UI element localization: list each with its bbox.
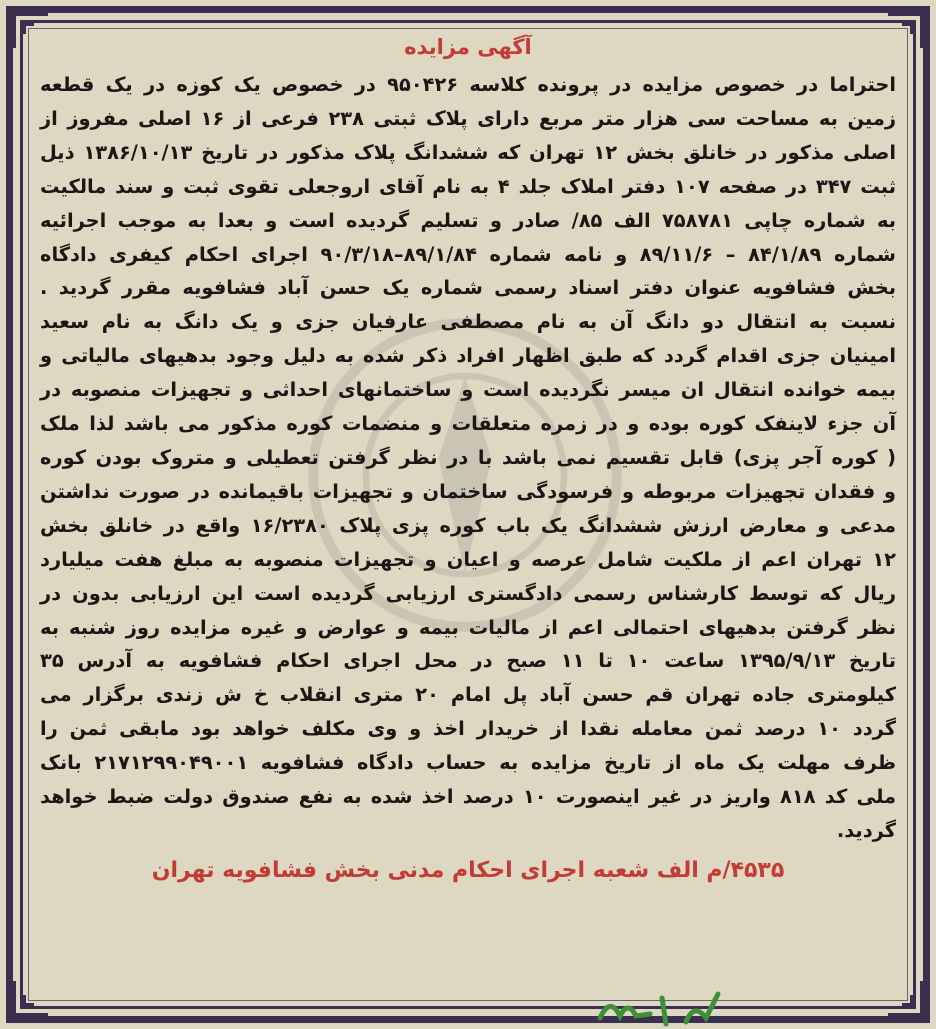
handwritten-number-mark (590, 988, 740, 1028)
notice-footer-signature: ۴۵۳۵/م الف شعبه اجرای احکام مدنی بخش فشافویه تهران (151, 857, 785, 883)
notice-body: احتراما در خصوص مزایده در پرونده کلاسه ۹۵۰۴۲۶ در خصوص یک کوزه در یک قطعه زمین به مساحت سی هزار متر مربع دارای پلاک ثبتی ۲۳۸ فرعی از ۱۶ اصلی مفروز از اصلی مذکور در خانلق بخش ۱۲ تهران که ششدانگ پلاک مذکور در تاریخ ۱۳۸۶/۱۰/۱۳ ذیل ثبت ۳۴۷ در صفحه ۱۰۷ دفتر املاک جلد ۴ به نام آقای اروجعلی تقوی ثبت و سند مالکیت به شماره چاپی ۷۵۸۷۸۱ الف ۸۵/ صادر و تسلیم گردیده است و بعدا به موجب اجرائیه شماره ۸۴/۱/۸۹ – ۸۹/۱۱/۶ و نامه شماره ۸۹/۱/۸۴–۹۰/۳/۱۸ اجرای احکام کیفری دادگاه بخش فشافویه عنوان دفتر اسناد رسمی شماره یک حسن آباد فشافویه مقرر گردید . نسبت به انتقال دو دانگ آن به نام مصطفی عارفیان جزی و یک دانگ به نام سعید امینیان جزی اقدام گردد که طبق اظهار افراد ذکر شده به دلیل وجود بدهیهای مالیاتی و بیمه خوانده انتقال ان میسر نگردیده است و ساختمانهای احداثی و تجهیزات منصوبه در آن جزء لاینفک کوره بوده و در زمره متعلقات و منضمات کوره مذکور می باشد لذا ملک ( کوره آجر پزی) قابل تقسیم نمی باشد با در نظر گرفتن تعطیلی و متروک بودن کوره و فقدان تجهیزات مربوطه و فرسودگی ساختمان و تجهیزات باقیمانده در صورت نداشتن مدعی و معارض ارزش ششدانگ یک باب کوره پزی پلاک ۱۶/۲۳۸۰ واقع در خانلق بخش ۱۲ تهران اعم از ملکیت شامل عرصه و اعیان و تجهیزات منصوبه به مبلغ هفت میلیارد ریال که توسط کارشناس رسمی دادگستری ارزیابی گردیده است این ارزیابی بدون در نظر گرفتن بدهیهای احتمالی اعم از مالیات بیمه و عوارض و غیره مزایده روز شنبه به تاریخ ۱۳۹۵/۹/۱۳ ساعت ۱۰ تا ۱۱ صبح در محل اجرای احکام فشافویه به آدرس ۳۵ کیلومتری جاده تهران قم حسن آباد پل امام ۲۰ متری انقلاب خ ش زندی برگزار می گردد ۱۰ درصد ثمن معامله نقدا از خریدار اخذ و وی مکلف خواهد بود مابقی ثمن را ظرف مهلت یک ماه از تاریخ مزایده به حساب دادگاه فشافویه ۲۱۷۱۲۹۹۰۴۹۰۰۱ بانک ملی کد ۸۱۸ واریز در غیر اینصورت ۱۰ درصد اخذ شده به نفع صندوق دولت ضبط خواهد گردید. (40, 73, 897, 842)
notice-title: آگهی مزایده (404, 35, 532, 59)
auction-notice (40, 30, 896, 989)
